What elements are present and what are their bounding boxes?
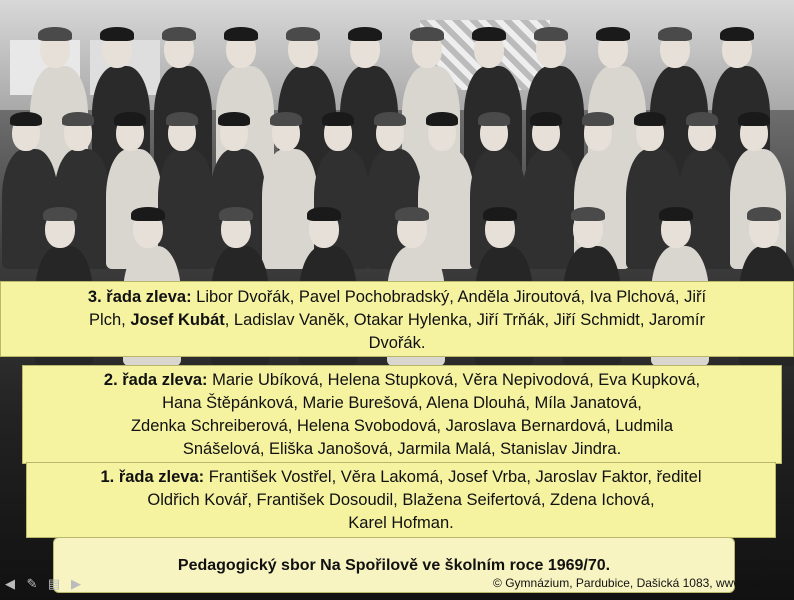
person-hair <box>348 27 382 41</box>
person-hair <box>131 207 165 221</box>
person-hair <box>166 112 198 126</box>
row2-line4: Snášelová, Eliška Janošová, Jarmila Malá, Stanislav Jindra. <box>182 440 622 458</box>
row3-highlighted-name: Josef Kubát <box>130 311 225 329</box>
person-hair <box>10 112 42 126</box>
row1-label: 1. řada zleva: <box>100 468 205 486</box>
person-hair <box>270 112 302 126</box>
row2-line1: Marie Ubíková, Helena Stupková, Věra Nepivodová, Eva Kupková, <box>212 371 701 389</box>
person-hair <box>634 112 666 126</box>
person-hair <box>219 207 253 221</box>
person-hair <box>658 27 692 41</box>
person-hair <box>38 27 72 41</box>
row2-label: 2. řada zleva: <box>103 371 208 389</box>
person-hair <box>62 112 94 126</box>
row1-line1: František Vostřel, Věra Lakomá, Josef Vrba, Jaroslav Faktor, ředitel <box>208 468 702 486</box>
menu-icon[interactable]: ▤ <box>47 576 61 591</box>
person-hair <box>307 207 341 221</box>
person-hair <box>43 207 77 221</box>
row2-line2: Hana Štěpánková, Marie Burešová, Alena Dlouhá, Míla Janatová, <box>162 394 642 412</box>
person-hair <box>582 112 614 126</box>
person-hair <box>114 112 146 126</box>
person-hair <box>530 112 562 126</box>
person-hair <box>218 112 250 126</box>
person-hair <box>162 27 196 41</box>
row3-line1: Libor Dvořák, Pavel Pochobradský, Anděla Jiroutová, Iva Plchová, Jiří <box>196 288 707 306</box>
person-hair <box>374 112 406 126</box>
person-hair <box>747 207 781 221</box>
row2-line3: Zdenka Schreiberová, Helena Svobodová, Jaroslava Bernardová, Ludmila <box>130 417 674 435</box>
person-hair <box>472 27 506 41</box>
row1-line2: Oldřich Kovář, František Dosoudil, Blažena Seifertová, Zdena Ichová, <box>147 491 655 509</box>
row2-caption <box>22 365 782 464</box>
person-hair <box>659 207 693 221</box>
previous-arrow-icon[interactable]: ◀ <box>5 576 15 591</box>
person-hair <box>483 207 517 221</box>
person-hair <box>596 27 630 41</box>
row3-line2a: Plch, <box>89 311 126 329</box>
person-hair <box>395 207 429 221</box>
row3-label: 3. řada zleva: <box>87 288 192 306</box>
next-arrow-icon[interactable]: ▶ <box>71 576 81 591</box>
person-hair <box>738 112 770 126</box>
photo-title: Pedagogický sbor Na Spořilově ve školním roce 1969/70. <box>53 537 735 593</box>
person-hair <box>571 207 605 221</box>
row1-line3: Karel Hofman. <box>348 514 454 532</box>
person-hair <box>224 27 258 41</box>
person-hair <box>286 27 320 41</box>
row3-caption <box>0 281 794 357</box>
person-hair <box>322 112 354 126</box>
slide-nav[interactable] <box>2 576 84 592</box>
person-hair <box>100 27 134 41</box>
pen-icon[interactable]: ✎ <box>26 576 38 591</box>
person-hair <box>534 27 568 41</box>
person-body <box>522 149 578 269</box>
copyright: © Gymnázium, Pardubice, Dašická 1083, www.gypce.cz <box>493 576 792 590</box>
person-hair <box>478 112 510 126</box>
person-hair <box>410 27 444 41</box>
person-hair <box>426 112 458 126</box>
row1-caption <box>26 462 776 538</box>
row3-line3: Dvořák. <box>368 334 426 352</box>
row3-line2b: , Ladislav Vaněk, Otakar Hylenka, Jiří Trňák, Jiří Schmidt, Jaromír <box>224 311 705 329</box>
person-hair <box>686 112 718 126</box>
person-hair <box>720 27 754 41</box>
